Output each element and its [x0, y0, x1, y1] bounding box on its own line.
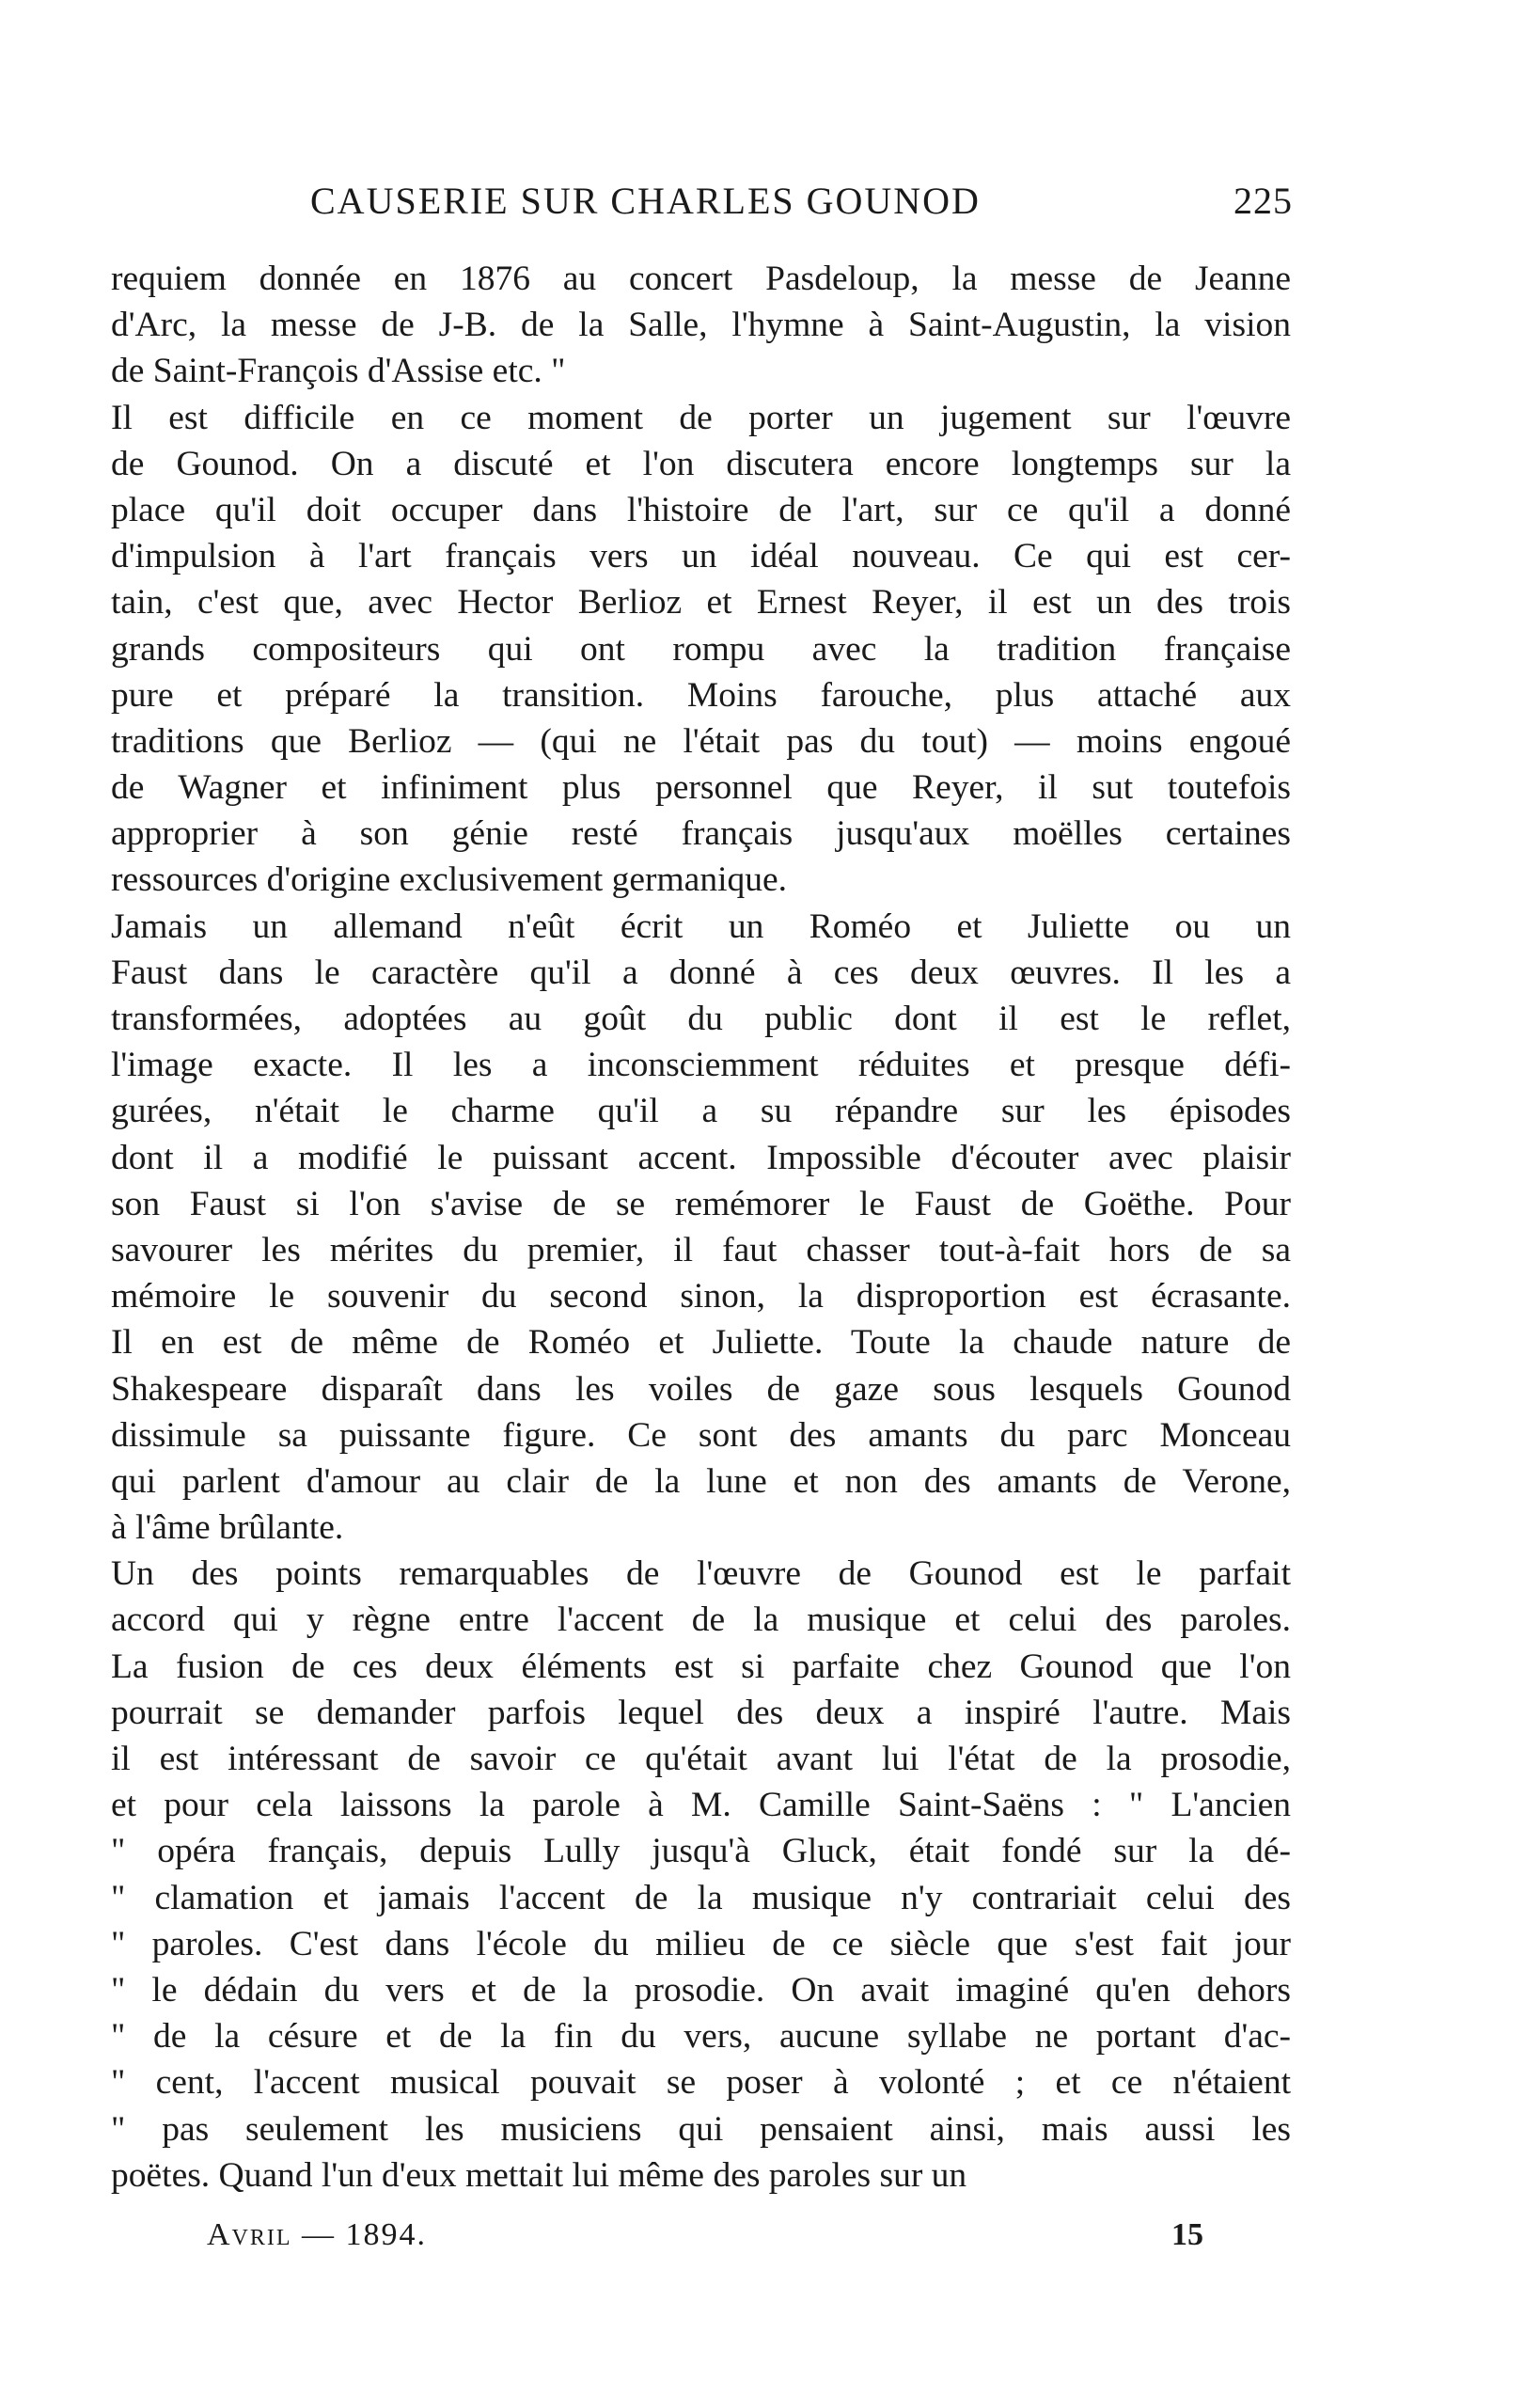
text-line: son Faust si l'on s'avise de se remémorer le Faust de Goëthe. Pour: [111, 1184, 1291, 1223]
text-line: et pour cela laissons la parole à M. Camille Saint-Saëns : " L'ancien: [111, 1786, 1291, 1825]
text-line: accord qui y règne entre l'accent de la musique et celui des paroles.: [111, 1600, 1291, 1640]
text-line: approprier à son génie resté français jusqu'aux moëlles certaines: [111, 814, 1291, 854]
text-line: gurées, n'était le charme qu'il a su répandre sur les épisodes: [111, 1092, 1291, 1131]
text-line: de Wagner et infiniment plus personnel que Reyer, il sut toutefois: [111, 768, 1291, 808]
text-line: " de la césure et de la fin du vers, aucune syllabe ne portant d'ac-: [111, 2017, 1291, 2057]
text-line: qui parlent d'amour au clair de la lune et non des amants de Verone,: [111, 1461, 1291, 1501]
text-line: de Saint-François d'Assise etc. ": [111, 352, 566, 391]
page-footer: [207, 2217, 1203, 2253]
text-line: pourrait se demander parfois lequel des deux a inspiré l'autre. Mais: [111, 1693, 1291, 1732]
signature-number: 15: [1171, 2217, 1203, 2252]
text-line: " clamation et jamais l'accent de la musique n'y contrariait celui des: [111, 1878, 1291, 1917]
text-line: " opéra français, depuis Lully jusqu'à Gluck, était fondé sur la dé-: [111, 1832, 1291, 1871]
text-line: d'impulsion à l'art français vers un idéal nouveau. Ce qui est cer-: [111, 537, 1291, 576]
text-line: requiem donnée en 1876 au concert Pasdeloup, la messe de Jeanne: [111, 260, 1291, 298]
text-line: Il en est de même de Roméo et Juliette. Toute la chaude nature de: [111, 1323, 1291, 1363]
footer-date: Avril — 1894.: [207, 2217, 428, 2252]
text-line: grands compositeurs qui ont rompu avec la tradition française: [111, 629, 1291, 669]
text-line: l'image exacte. Il les a inconsciemment réduites et presque défi-: [111, 1046, 1291, 1085]
body-text: [111, 256, 1291, 2199]
text-line: tain, c'est que, avec Hector Berlioz et Ernest Reyer, il est un des trois: [111, 583, 1291, 623]
text-line: dissimule sa puissante figure. Ce sont des amants du parc Monceau: [111, 1415, 1291, 1455]
text-line: La fusion de ces deux éléments est si parfaite chez Gounod que l'on: [111, 1647, 1291, 1686]
text-line: " pas seulement les musiciens qui pensaient ainsi, mais aussi les: [111, 2109, 1291, 2149]
text-line: de Gounod. On a discuté et l'on discutera encore longtemps sur la: [111, 444, 1291, 483]
text-line: Shakespeare disparaît dans les voiles de gaze sous lesquels Gounod: [111, 1369, 1291, 1409]
page-number: 225: [1234, 180, 1293, 222]
text-line: pure et préparé la transition. Moins farouche, plus attaché aux: [111, 675, 1291, 715]
text-line: savourer les mérites du premier, il faut chasser tout-à-fait hors de sa: [111, 1230, 1291, 1269]
text-line: Il est difficile en ce moment de porter un jugement sur l'œuvre: [111, 398, 1291, 437]
text-line: ressources d'origine exclusivement germanique.: [111, 860, 788, 900]
text-line: Faust dans le caractère qu'il a donné à ces deux œuvres. Il les a: [111, 953, 1291, 992]
text-line: d'Arc, la messe de J-B. de la Salle, l'hymne à Saint-Augustin, la vision: [111, 306, 1291, 345]
text-line: transformées, adoptées au goût du public dont il est le reflet,: [111, 1000, 1291, 1038]
text-line: poëtes. Quand l'un d'eux mettait lui même des paroles sur un: [111, 2155, 967, 2195]
page-header: [310, 179, 1293, 223]
text-line: à l'âme brûlante.: [111, 1508, 344, 1548]
text-line: Jamais un allemand n'eût écrit un Roméo et Juliette ou un: [111, 906, 1291, 946]
text-line: Un des points remarquables de l'œuvre de Gounod est le parfait: [111, 1554, 1291, 1594]
text-line: il est intéressant de savoir ce qu'était avant lui l'état de la prosodie,: [111, 1740, 1291, 1778]
text-line: " le dédain du vers et de la prosodie. On avait imaginé qu'en dehors: [111, 1970, 1291, 2010]
text-line: " paroles. C'est dans l'école du milieu de ce siècle que s'est fait jour: [111, 1924, 1291, 1963]
text-line: " cent, l'accent musical pouvait se poser à volonté ; et ce n'étaient: [111, 2063, 1291, 2103]
text-line: mémoire le souvenir du second sinon, la disproportion est écrasante.: [111, 1277, 1291, 1316]
text-line: place qu'il doit occuper dans l'histoire de l'art, sur ce qu'il a donné: [111, 490, 1291, 529]
running-title: CAUSERIE SUR CHARLES GOUNOD: [310, 180, 981, 222]
text-line: dont il a modifié le puissant accent. Impossible d'écouter avec plaisir: [111, 1138, 1291, 1177]
text-line: traditions que Berlioz — (qui ne l'était pas du tout) — moins engoué: [111, 721, 1291, 761]
